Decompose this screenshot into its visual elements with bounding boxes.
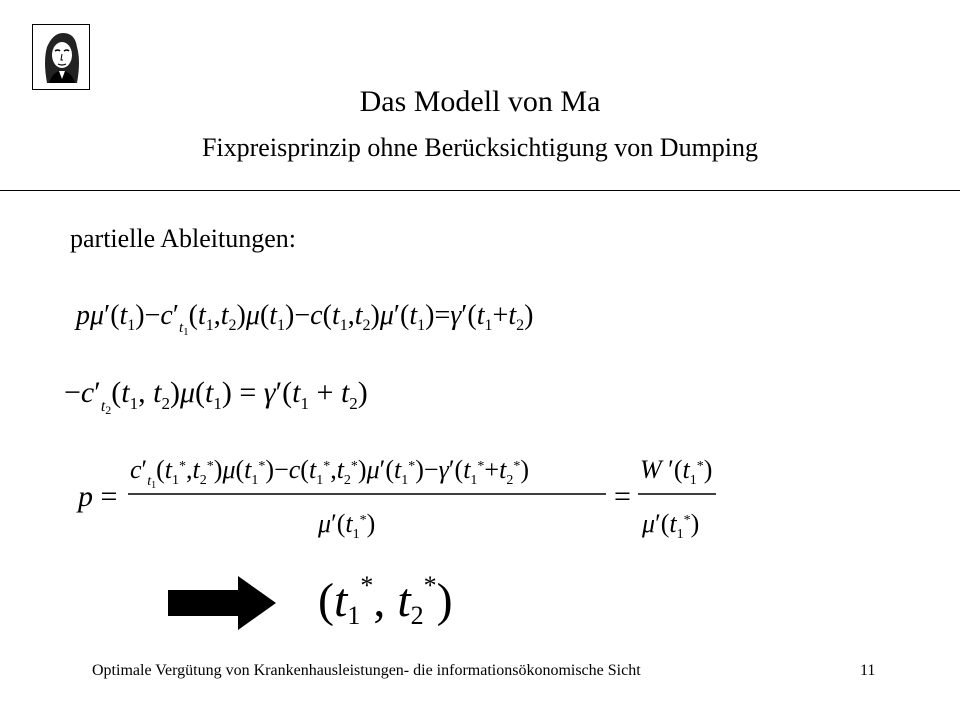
intro-label: partielle Ableitungen:	[70, 224, 296, 253]
equation-1	[74, 300, 533, 338]
svg-text:pμ′(t1)−c′t1(t1,t2)μ(t1)−c(t1,: $p\mu'(t_1)-c'_t1(t_1,t_2)\mu(t_1)-c(t_1,t_2)\mu'(t_1)=\gamma'(t_1+t_2)$	[76, 300, 534, 338]
svg-text:=: =	[614, 480, 631, 513]
slide-title: Das Modell von Ma	[359, 85, 601, 118]
svg-text:μ′(t1*): $\mu'(t_1^*)$	[318, 509, 376, 542]
slide-subtitle: Fixpreisprinzip ohne Berücksichtigung von Dumping	[201, 133, 759, 162]
svg-text:−c′t2(t1, t2)μ(t1) = γ′(t1 + t: $-c'_t2(t_1$, $t_2)\mu(t_1) = \gamma'(t_1 + t_2)$	[64, 376, 368, 417]
svg-text:W ′(t1*): W $'(t_1^*)$	[640, 455, 713, 488]
svg-text:p =: p =	[78, 480, 118, 513]
svg-text:(t1*, t2*): (t1*, t2*)	[318, 571, 453, 630]
svg-text:μ′(t1*): $\mu'(t_1^*)$	[642, 509, 700, 542]
implies-arrow-icon	[168, 576, 276, 630]
footer-text: Optimale Vergütung von Krankenhausleistungen- die informationsökonomische Sicht	[92, 662, 641, 679]
equation-3	[76, 455, 716, 542]
svg-text:c′t1(t1*,t2*)μ(t1*)−c(t1*,t2*): $c'_t1(t_1^*,t_2^*)\mu(t_1^*)-c(t_1^*,t_2^*)\mu'(t_1^*)-\gamma'(t_1^*+t_2^*)$	[130, 455, 529, 491]
result-pair	[318, 571, 453, 630]
equation-2	[64, 376, 368, 417]
page-number: 11	[860, 662, 876, 679]
